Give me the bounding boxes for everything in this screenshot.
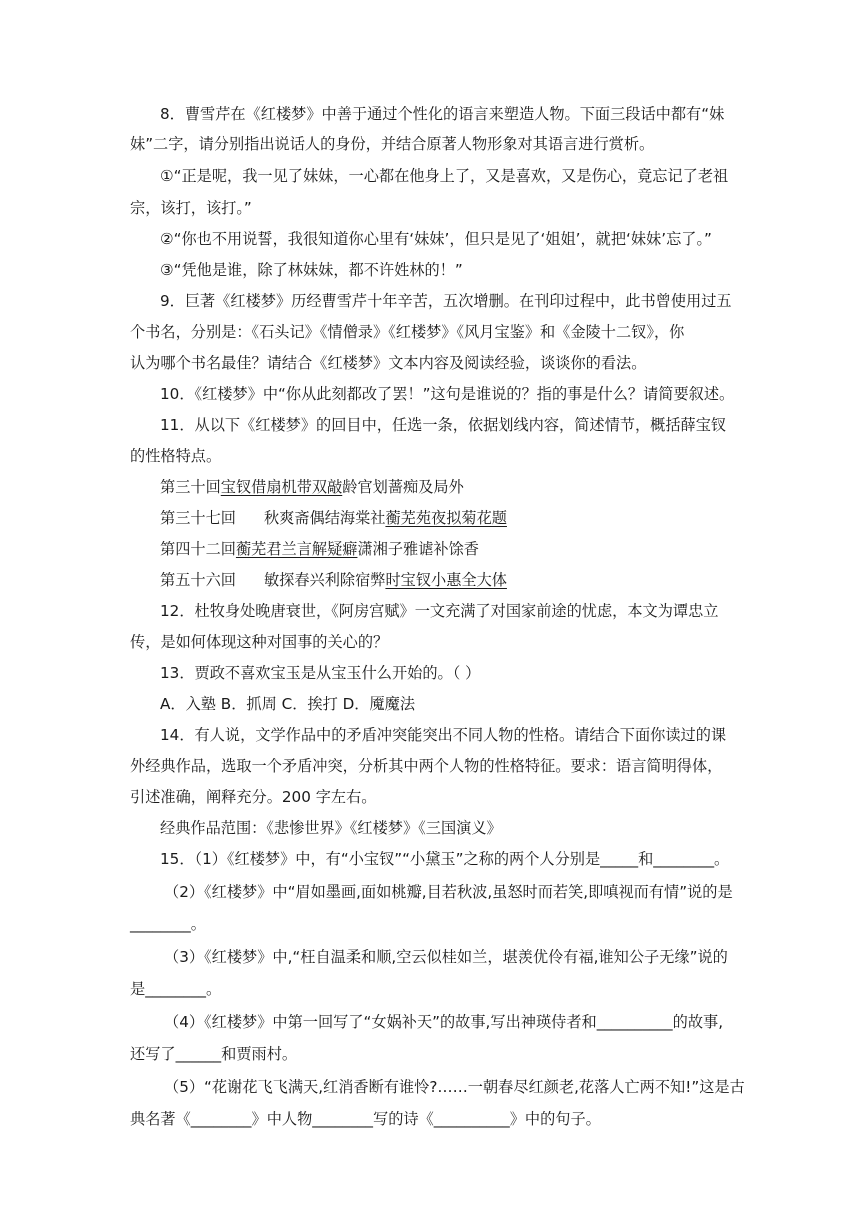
chapter-title-rest: 秋爽斋偶结海棠社 <box>263 509 386 527</box>
q11-chapter-37 <box>160 508 507 528</box>
q15-part-2-line-2: ________。 <box>130 915 206 933</box>
q10-line-1: 10．《红楼梦》中“你从此刻都改了罢！”这句是谁说的？指的事是什么？请简要叙述。 <box>160 385 735 403</box>
q8-quote-1-line-1: ①“正是呢，我一见了妹妹，一心都在他身上了，又是喜欢，又是伤心，竟忘记了老祖 <box>160 167 729 185</box>
q15-part-5-line-2: 典名著《________》中人物________写的诗《__________》中的句子。 <box>130 1110 601 1128</box>
q8-quote-2: ②“你也不用说誓，我很知道你心里有‘妹妹’，但只是见了‘姐姐’，就把‘妹妹’忘了。” <box>160 230 712 248</box>
q9-line-1: 9．巨著《红楼梦》历经曹雪芹十年辛苦，五次增删。在刊印过程中，此书曾使用过五 <box>160 292 732 310</box>
q8-quote-1-line-2: 宗，该打，该打。” <box>130 199 252 217</box>
q11-chapter-30 <box>160 477 464 497</box>
q8-line-2: 妹”二字，请分别指出说话人的身份，并结合原著人物形象对其语言进行赏析。 <box>130 135 655 153</box>
q14-scope: 经典作品范围：《悲惨世界》《红楼梦》《三国演义》 <box>160 819 502 837</box>
q15-part-4-line-1: （4）《红楼梦》中第一回写了“女娲补天”的故事,写出神瑛侍者和__________的故事, <box>164 1013 724 1031</box>
q15-part-2-line-1: （2）《红楼梦》中“眉如墨画,面如桃瓣,目若秋波,虽怒时而若笑,即嗔视而有情”说的是 <box>164 883 733 901</box>
q9-line-3: 认为哪个书名最佳？请结合《红楼梦》文本内容及阅读经验，谈谈你的看法。 <box>130 354 647 372</box>
q15-part-4-line-2: 还写了______和贾雨村。 <box>130 1045 298 1063</box>
q8-quote-3: ③“凭他是谁，除了林妹妹，都不许姓林的！” <box>160 261 463 279</box>
q11-chapter-42 <box>160 539 479 559</box>
chapter-title-rest: 敏探春兴利除宿弊 <box>263 571 386 589</box>
q12-line-2: 传，是如何体现这种对国事的关心的？ <box>130 633 389 651</box>
q14-line-1: 14．有人说，文学作品中的矛盾冲突能突出不同人物的性格。请结合下面你读过的课 <box>160 726 727 744</box>
q9-line-2: 个书名，分别是：《石头记》《情僧录》《红楼梦》《风月宝鉴》和《金陵十二钗》，你 <box>130 323 685 341</box>
chapter-number: 第五十六回 <box>160 571 236 589</box>
q11-line-1: 11．从以下《红楼梦》的回目中，任选一条，依据划线内容，简述情节，概括薛宝钗 <box>160 416 727 434</box>
underlined-title: 蘅芜苑夜拟菊花题 <box>385 509 507 527</box>
q15-part-3-line-2: 是________。 <box>130 980 222 998</box>
q12-line-1: 12．杜牧身处晚唐衰世，《阿房宫赋》一文充满了对国家前途的忧虑，本文为谭忠立 <box>160 602 719 620</box>
chapter-title-rest: 龄官划蔷痴及局外 <box>342 478 464 496</box>
q13-options: A．入塾 B．抓周 C．挨打 D．魇魔法 <box>160 695 416 713</box>
q15-part-3-line-1: （3）《红楼梦》中,“枉自温柔和顺,空云似桂如兰，堪羡优伶有福,谁知公子无缘”说的 <box>164 948 728 966</box>
q11-chapter-56 <box>160 570 507 590</box>
chapter-number: 第三十回 <box>160 478 221 496</box>
q14-line-2: 外经典作品，选取一个矛盾冲突，分析其中两个人物的性格特征。要求：语言简明得体， <box>130 757 723 775</box>
chapter-number: 第四十二回 <box>160 540 236 558</box>
underlined-title: 宝钗借扇机带双敲 <box>220 478 343 496</box>
chapter-number: 第三十七回 <box>160 509 236 527</box>
q13-line-1: 13．贾政不喜欢宝玉是从宝玉什么开始的。（ ） <box>160 664 481 682</box>
underlined-title: 时宝钗小惠全大体 <box>385 571 507 589</box>
q14-line-3: 引述准确，阐释充分。200 字左右。 <box>130 788 377 806</box>
q15-line-1: 15．（1）《红楼梦》中，有“小宝钗”“小黛玉”之称的两个人分别是_____和________。 <box>160 850 730 868</box>
q15-part-5-line-1: （5）“花谢花飞飞满天,红消香断有谁怜?……一朝春尽红颜老,花落人亡两不知!”这是古 <box>164 1078 745 1096</box>
underlined-title: 蘅芜君兰言解疑癖 <box>235 540 358 558</box>
q11-line-2: 的性格特点。 <box>130 447 222 465</box>
chapter-title-rest: 潇湘子雅谑补馀香 <box>357 540 479 558</box>
q8-line-1: 8．曹雪芹在《红楼梦》中善于通过个性化的语言来塑造人物。下面三段话中都有“妹 <box>160 105 725 123</box>
